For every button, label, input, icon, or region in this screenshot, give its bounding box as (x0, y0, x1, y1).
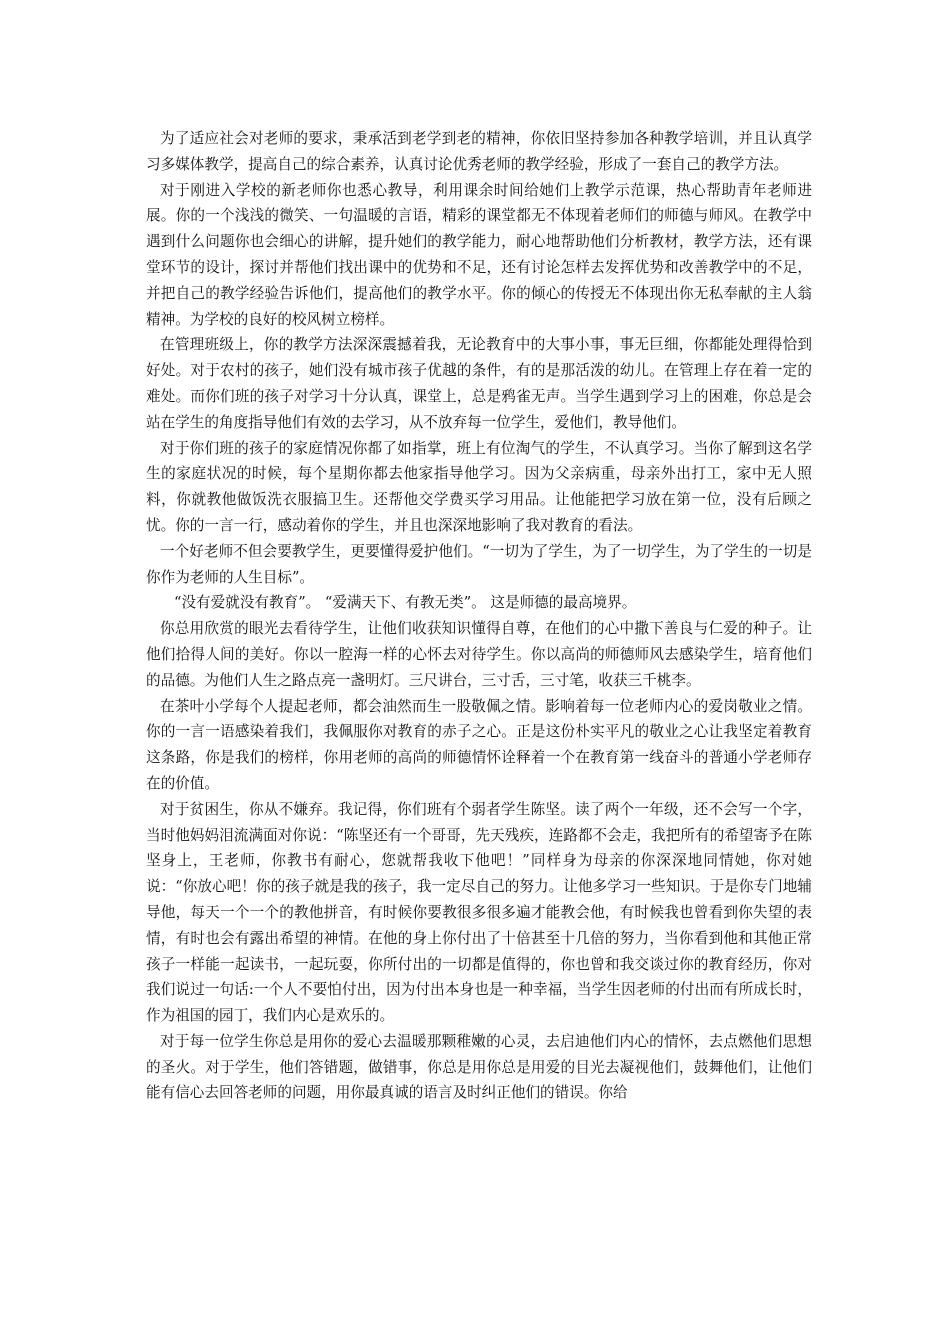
paragraph: 对于每一位学生你总是用你的爱心去温暖那颗稚嫩的心灵，去启迪他们内心的情怀，去点燃他们思想的圣火。对于学生，他们答错题，做错事，你总是用你总是用爱的目光去凝视他们，鼓舞他们，让他们能有信心去回答老师的问题，用你最真诚的语言及时纠正他们的错误。你给 (146, 1032, 812, 1102)
paragraph-quote: “没有爱就没有教育”。 “爱满天下、有教无类”。 这是师德的最高境界。 (174, 594, 637, 612)
paragraph: 对于你们班的孩子的家庭情况你都了如指掌，班上有位淘气的学生，不认真学习。当你了解到这名学生的家庭状况的时候，每个星期你都去他家指导他学习。因为父亲病重，母亲外出打工，家中无人照料，你就教他做饭洗衣服搞卫生。还帮他交学费买学习用品。让他能把学习放在第一位，没有后顾之忧。你的一言一行，感动着你的学生，并且也深深地影响了我对教育的看法。 (146, 439, 812, 534)
paragraph: 对于贫困生，你从不嫌弃。我记得，你们班有个弱者学生陈坚。读了两个一年级，还不会写一个字，当时他妈妈泪流满面对你说：“陈坚还有一个哥哥，先天残疾，连路都不会走，我把所有的希望寄予在陈坚身上，王老师，你教书有耐心，您就帮我收下他吧！”同样身为母亲的你深深地同情她，你对她说：“你放心吧！你的孩子就是我的孩子，我一定尽自己的努力。让他多学习一些知识。于是你专门地辅导他，每天一个一个的教他拼音，有时候你要教很多很多遍才能教会他，有时候我也曾看到你失望的表情，有时也会有露出希望的神情。在他的身上你付出了十倍甚至十几倍的努力，当你看到他和其他正常孩子一样能一起读书，一起玩耍，你所付出的一切都是值得的，你也曾和我交谈过你的教育经历，你对我们说过一句话:一个人不要怕付出，因为付出本身也是一种幸福，当学生因老师的付出而有所成长时，作为祖国的园丁，我们内心是欢乐的。 (146, 800, 812, 1025)
paragraph: 对于刚进入学校的新老师你也悉心教导，利用课余时间给她们上教学示范课，热心帮助青年老师进展。你的一个浅浅的微笑、一句温暖的言语，精彩的课堂都无不体现着老师们的师德与师风。在教学中遇到什么问题你也会细心的讲解，提升她们的教学能力，耐心地帮助他们分析教材，教学方法，还有课堂环节的设计，探讨并帮他们找出课中的优势和不足，还有讨论怎样去发挥优势和改善教学中的不足，并把自己的教学经验告诉他们，提高他们的教学水平。你的倾心的传授无不体现出你无私奉献的主人翁精神。为学校的良好的校风树立榜样。 (146, 181, 812, 328)
paragraph: 你总用欣赏的眼光去看待学生，让他们收获知识懂得自尊，在他们的心中撒下善良与仁爱的种子。让他们拾得人间的美好。你以一腔海一样的心怀去对待学生。你以高尚的师德师风去感染学生，培育他们的品德。为他们人生之路点亮一盏明灯。三尺讲台，三寸舌，三寸笔，收获三千桃李。 (146, 620, 812, 689)
document-body (146, 126, 812, 1106)
paragraph: 为了适应社会对老师的要求，秉承活到老学到老的精神，你依旧坚持参加各种教学培训，并且认真学习多媒体教学，提高自己的综合素养，认真讨论优秀老师的教学经验，形成了一套自己的教学方法。 (146, 130, 812, 173)
paragraph: 一个好老师不但会要教学生，更要懂得爱护他们。“一切为了学生，为了一切学生，为了学生的一切是你作为老师的人生目标”。 (146, 542, 812, 586)
paragraph: 在管理班级上，你的教学方法深深震撼着我，无论教育中的大事小事，事无巨细，你都能处理得恰到好处。对于农村的孩子，她们没有城市孩子优越的条件，有的是那活泼的幼儿。在管理上存在着一定的难处。而你们班的孩子对学习十分认真，课堂上，总是鸦雀无声。当学生遇到学习上的困难，你总是会站在学生的角度指导他们有效的去学习，从不放弃每一位学生，爱他们，教导他们。 (146, 336, 812, 431)
paragraph: 在茶叶小学每个人提起老师，都会油然而生一股敬佩之情。影响着每一位老师内心的爱岗敬业之情。你的一言一语感染着我们，我佩服你对教育的赤子之心。正是这份朴实平凡的敬业之心让我坚定着教育这条路，你是我们的榜样，你用老师的高尚的师德情怀诠释着一个在教育第一线奋斗的普通小学老师存在的价值。 (146, 697, 812, 792)
